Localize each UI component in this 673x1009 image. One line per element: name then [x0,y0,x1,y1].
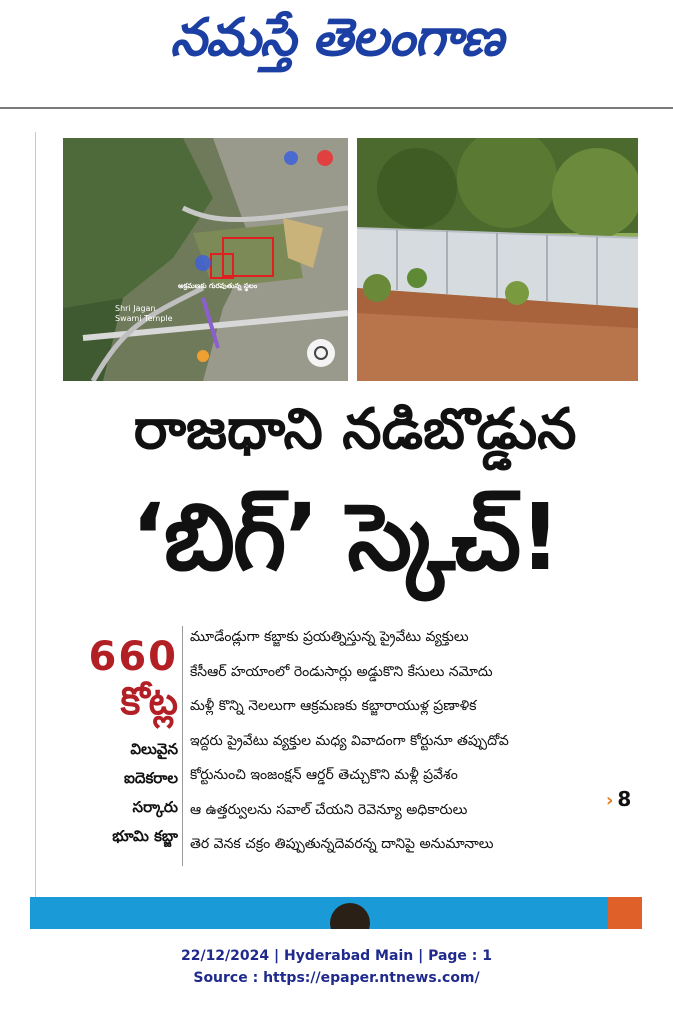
masthead-divider [0,107,673,109]
map-place-label: Shri Jagan Swami Temple [115,304,173,323]
footer-source[interactable]: Source : https://epaper.ntnews.com/ [193,970,480,986]
newspaper-title: నమస్తే తెలంగాణ [170,8,503,68]
footer-edition-info: 22/12/2024 | Hyderabad Main | Page : 1 [180,948,493,964]
bullet-item: కోర్టునుంచి ఇంజంక్షన్ ఆర్డర్ తెచ్చుకొని మళ్లీ ప్రవేశం [190,767,458,783]
bullet-item: మళ్లీ కొన్ని నెలలుగా ఆక్రమణకు కబ్జారాయుళ్ల ప్రణాళిక [190,698,477,714]
bullet-list [190,620,645,862]
sidebar-line: సర్కారు [132,798,178,816]
continued-page-number: 8 [617,787,632,811]
bottom-ad-banner [30,897,642,929]
sidebar-line: ఐదెకరాల [123,769,178,787]
highlight-sidebar [60,635,178,851]
map-site-label: అక్రమణకు గురవుతున్న స్థలం [178,282,258,290]
sidebar-line: విలువైన [130,740,178,758]
bullet-item: మూడేండ్లుగా కబ్జాకు ప్రయత్నిస్తున్న ప్రైవేటు వ్యక్తులు [190,629,469,645]
amount-unit: కోట్ల [120,679,178,723]
bullets-divider [182,626,183,866]
headline-line-1: రాజధాని నడిబొడ్డున [133,397,577,462]
column-divider [35,132,36,928]
sidebar-line: భూమి కబ్జా [112,827,178,845]
continued-on-page[interactable] [606,787,631,811]
site-fence-photo [357,138,638,381]
bullet-item: ఇద్దరు ప్రైవేటు వ్యక్తుల మధ్య వివాదంగా కోర్టునూ తప్పుదోవ [190,732,509,749]
map-graphic [63,138,348,381]
headline-line-2: ‘బిగ్’ స్కెచ్! [130,484,560,591]
amount-figure: 660 [88,634,178,680]
banner-photo [330,903,370,929]
site-photo-graphic [357,138,638,381]
satellite-map-image [63,138,348,381]
banner-accent [608,897,642,929]
chevron-right-icon: › [606,790,614,811]
masthead [0,0,673,108]
bullet-item: కేసీఆర్ హయాంలో రెండుసార్లు అడ్డుకొని కేసులు నమోదు [190,663,493,680]
bullet-item: తెర వెనక చక్రం తిప్పుతున్నదెవరన్న దానిపై అనుమానాలు [190,836,494,852]
bullet-item: ఆ ఉత్తర్వులను సవాల్ చేయని రెవెన్యూ అధికారులు [190,801,468,818]
